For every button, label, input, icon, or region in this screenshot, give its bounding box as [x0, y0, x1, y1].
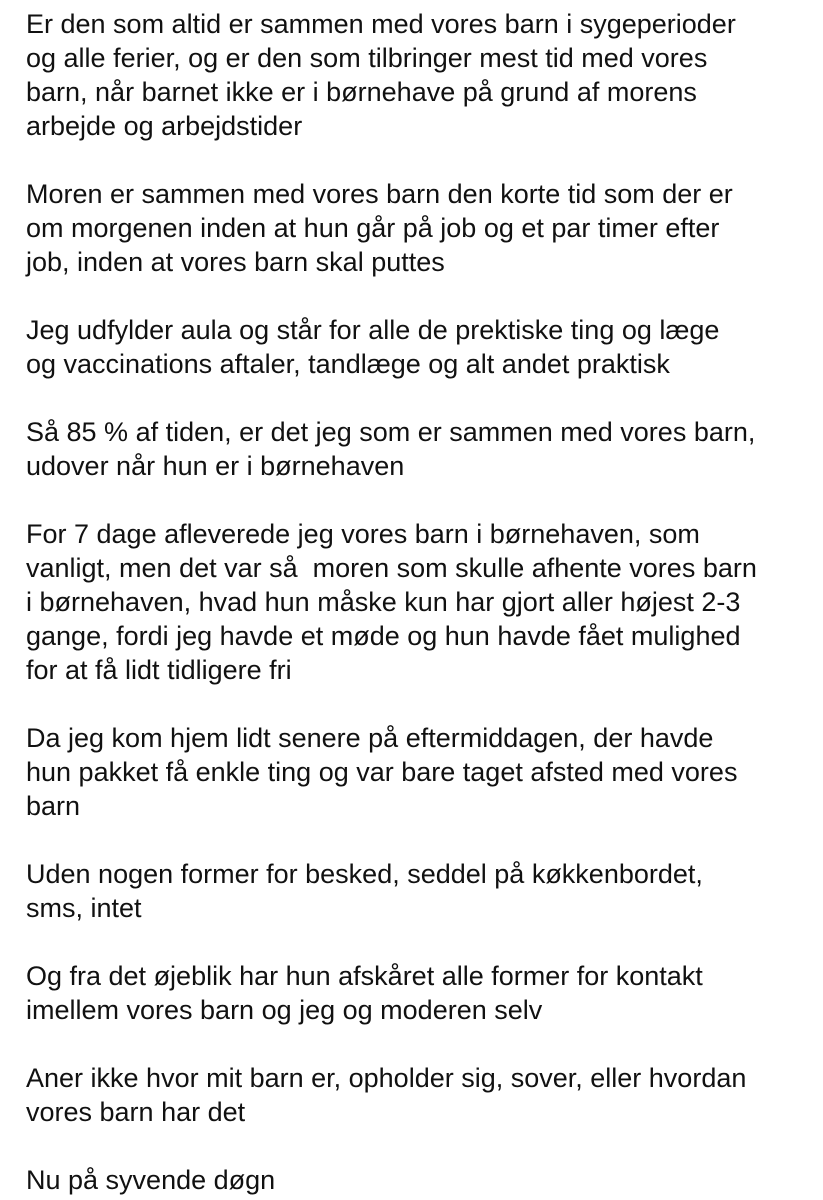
text-line: imellem vores barn og jeg og moderen selv: [26, 995, 543, 1025]
text-line: Aner ikke hvor mit barn er, opholder sig, sover, eller hvordan: [26, 1063, 747, 1093]
text-line: Nu på syvende døgn: [26, 1165, 276, 1195]
paragraph-7: [26, 857, 816, 925]
text-line: Da jeg kom hjem lidt senere på eftermiddagen, der havde: [26, 723, 714, 753]
text-line: barn: [26, 791, 81, 821]
paragraph-3: [26, 313, 816, 381]
text-line: arbejde og arbejdstider: [26, 111, 303, 141]
text-line: Og fra det øjeblik har hun afskåret alle former for kontakt: [26, 961, 703, 991]
text-line: for at få lidt tidligere fri: [26, 655, 292, 685]
paragraph-9: [26, 1061, 816, 1129]
text-line: og alle ferier, og er den som tilbringer mest tid med vores: [26, 43, 708, 73]
text-line: Uden nogen former for besked, seddel på køkkenbordet,: [26, 859, 703, 889]
text-line: vanligt, men det var så moren som skulle afhente vores barn: [26, 553, 757, 583]
text-line: hun pakket få enkle ting og var bare taget afsted med vores: [26, 757, 738, 787]
paragraph-8: [26, 959, 816, 1027]
text-line: udover når hun er i børnehaven: [26, 451, 405, 481]
text-line: Så 85 % af tiden, er det jeg som er sammen med vores barn,: [26, 417, 756, 447]
text-line: i børnehaven, hvad hun måske kun har gjort aller højest 2-3: [26, 587, 741, 617]
paragraph-4: [26, 415, 816, 483]
text-line: og vaccinations aftaler, tandlæge og alt andet praktisk: [26, 349, 670, 379]
text-line: om morgenen inden at hun går på job og et par timer efter: [26, 213, 720, 243]
text-line: Moren er sammen med vores barn den korte tid som der er: [26, 179, 733, 209]
text-line: gange, fordi jeg havde et møde og hun havde fået mulighed: [26, 621, 741, 651]
paragraph-2: [26, 177, 816, 279]
document-body: [26, 7, 816, 1197]
text-line: Er den som altid er sammen med vores barn i sygeperioder: [26, 9, 736, 39]
text-line: Jeg udfylder aula og står for alle de prektiske ting og læge: [26, 315, 720, 345]
paragraph-10: [26, 1163, 816, 1197]
paragraph-5: [26, 517, 816, 687]
text-line: For 7 dage afleverede jeg vores barn i børnehaven, som: [26, 519, 700, 549]
text-line: sms, intet: [26, 893, 142, 923]
paragraph-1: [26, 7, 816, 143]
text-line: vores barn har det: [26, 1097, 246, 1127]
text-line: job, inden at vores barn skal puttes: [26, 247, 445, 277]
text-line: barn, når barnet ikke er i børnehave på grund af morens: [26, 77, 697, 107]
paragraph-6: [26, 721, 816, 823]
